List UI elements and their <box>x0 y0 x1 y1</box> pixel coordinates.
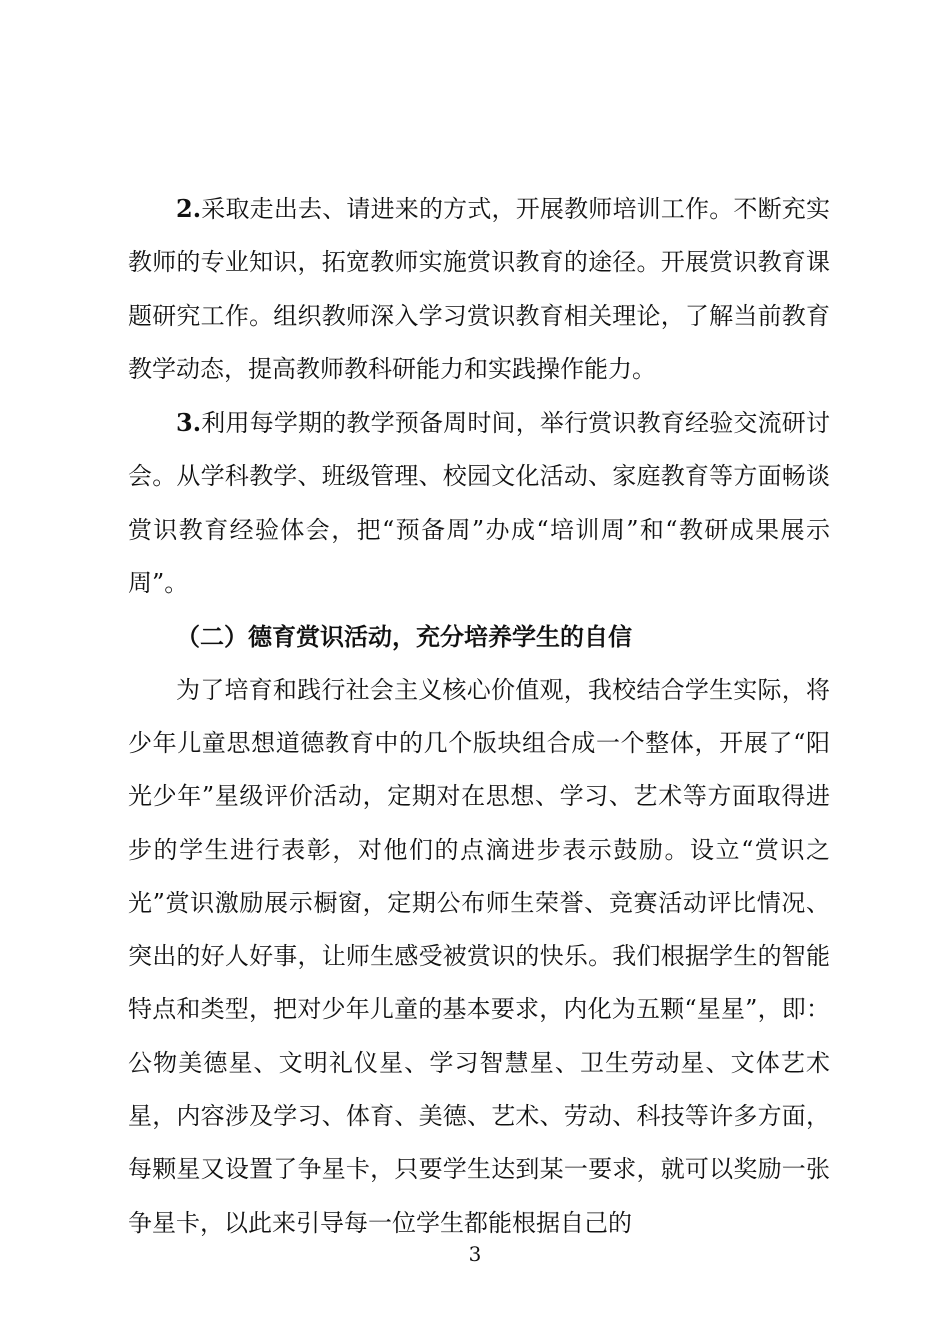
section-heading: （二）德育赏识活动，充分培养学生的自信 <box>176 622 632 652</box>
page-number: 3 <box>468 1242 482 1266</box>
paragraph-training <box>128 182 830 396</box>
paragraph-text: 利用每学期的教学预备周时间，举行赏识教育经验交流研讨会。从学科教学、班级管理、校园文化活动、家庭教育等方面畅谈赏识教育经验体会，把“预备周”办成“培训周”和“教研成果展示周”。 <box>128 409 830 598</box>
paragraph-text: 采取走出去、请进来的方式，开展教师培训工作。不断充实教师的专业知识，拓宽教师实施赏识教育的途径。开展赏识教育课题研究工作。组织教师深入学习赏识教育相关理论，了解当前教育教学动态，提高教师教科研能力和实践操作能力。 <box>128 195 830 383</box>
document-body <box>128 182 830 1250</box>
paragraph-number: 3. <box>176 408 202 438</box>
paragraph-moral-education <box>128 664 830 1250</box>
paragraph-text: 为了培育和践行社会主义核心价值观，我校结合学生实际，将少年儿童思想道德教育中的几个版块组合成一个整体，开展了“阳光少年”星级评价活动，定期对在思想、学习、艺术等方面取得进步的学生进行表彰，对他们的点滴进步表示鼓励。设立“赏识之光”赏识激励展示橱窗，定期公布师生荣誉、竞赛活动评比情况、突出的好人好事，让师生感受被赏识的快乐。我们根据学生的智能特点和类型，把对少年儿童的基本要求，内化为五颗“星星”，即：公物美德星、文明礼仪星、学习智慧星、卫生劳动星、文体艺术星，内容涉及学习、体育、美德、艺术、劳动、科技等许多方面，每颗星又设置了争星卡，只要学生达到某一要求，就可以奖励一张争星卡，以此来引导每一位学生都能根据自己的 <box>128 675 830 1237</box>
paragraph-number: 2. <box>176 194 202 223</box>
paragraph-seminar <box>128 396 830 610</box>
